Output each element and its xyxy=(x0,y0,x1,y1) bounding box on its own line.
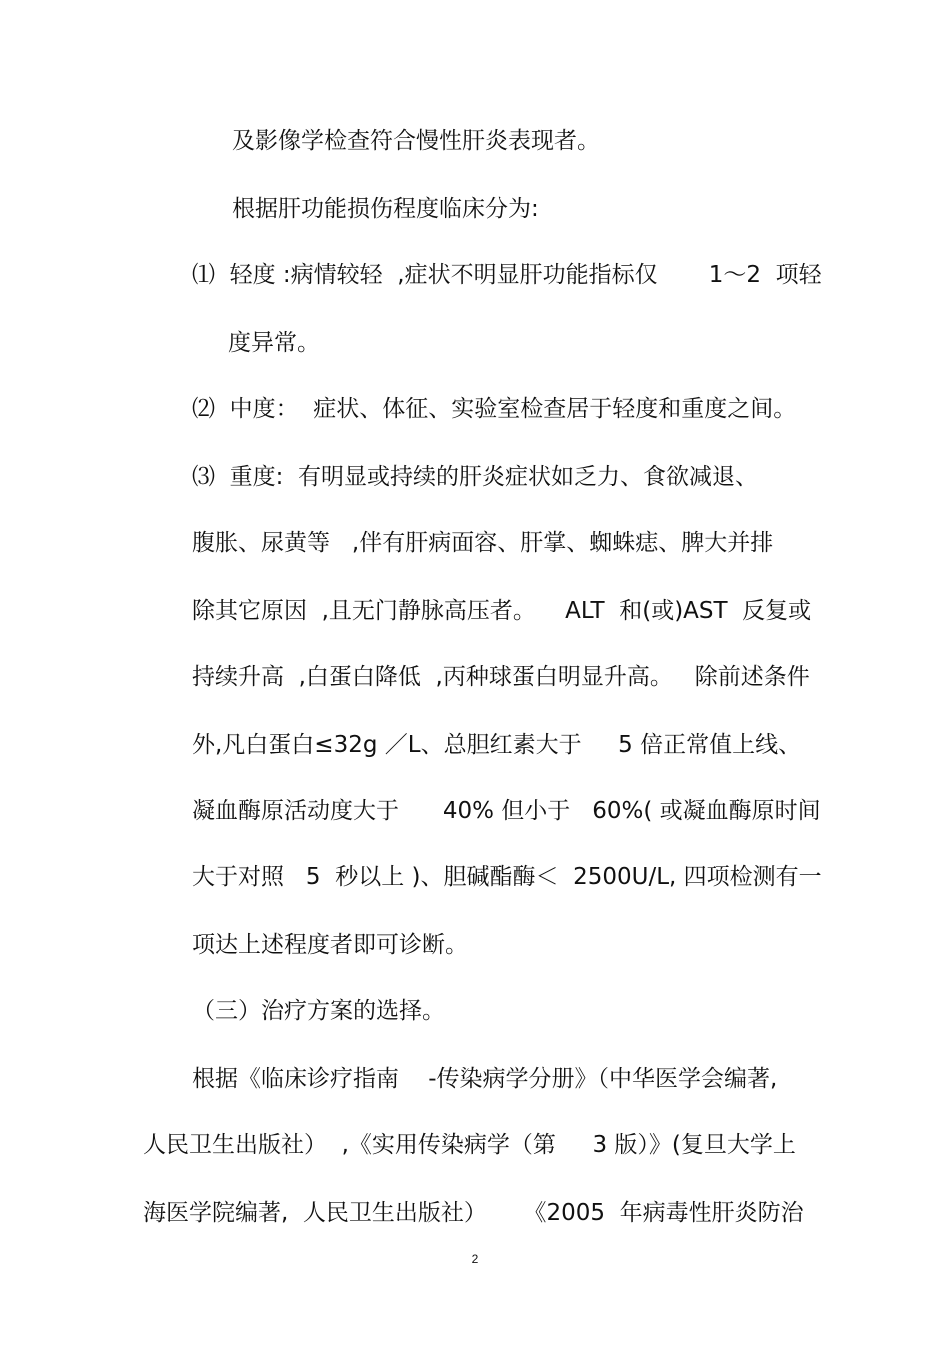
section-heading: （三）治疗方案的选择。 xyxy=(192,998,445,1024)
text-line-12: 大于对照 5 秒以上 )、胆碱酯酶＜ 2500U/L, 四项检测有一 xyxy=(192,864,822,890)
text-line-9: 持续升高 ,白蛋白降低 ,丙种球蛋白明显升高。 除前述条件 xyxy=(192,664,810,690)
text-line-6: ⑶ 重度: 有明显或持续的肝炎症状如乏力、食欲减退、 xyxy=(192,464,758,490)
text-line-13: 项达上述程度者即可诊断。 xyxy=(192,932,468,958)
text-line-1: 及影像学检查符合慢性肝炎表现者。 xyxy=(232,128,600,154)
text-line-3: ⑴ 轻度 :病情较轻 ,症状不明显肝功能指标仅 1～2 项轻 xyxy=(192,262,822,288)
text-line-11: 凝血酶原活动度大于 40% 但小于 60%( 或凝血酶原时间 xyxy=(192,798,821,824)
text-line-15: 根据《临床诊疗指南 -传染病学分册》（中华医学会编著, xyxy=(192,1066,778,1092)
text-line-10: 外,凡白蛋白≤32g ／L、总胆红素大于 5 倍正常值上线、 xyxy=(192,732,802,758)
text-line-4: 度异常。 xyxy=(228,330,320,356)
text-line-5: ⑵ 中度： 症状、体征、实验室检查居于轻度和重度之间。 xyxy=(192,396,797,422)
page-number: 2 xyxy=(471,1252,479,1266)
text-line-8: 除其它原因 ,且无门静脉高压者。 ALT 和(或)AST 反复或 xyxy=(192,598,812,624)
text-line-2: 根据肝功能损伤程度临床分为: xyxy=(232,196,539,222)
text-line-7: 腹胀、尿黄等 ,伴有肝病面容、肝掌、蜘蛛痣、脾大并排 xyxy=(192,530,774,556)
text-line-16: 人民卫生出版社） ,《实用传染病学（第 3 版）》(复旦大学上 xyxy=(143,1132,796,1158)
text-line-17: 海医学院编著, 人民卫生出版社） 《2005 年病毒性肝炎防治 xyxy=(143,1200,804,1226)
